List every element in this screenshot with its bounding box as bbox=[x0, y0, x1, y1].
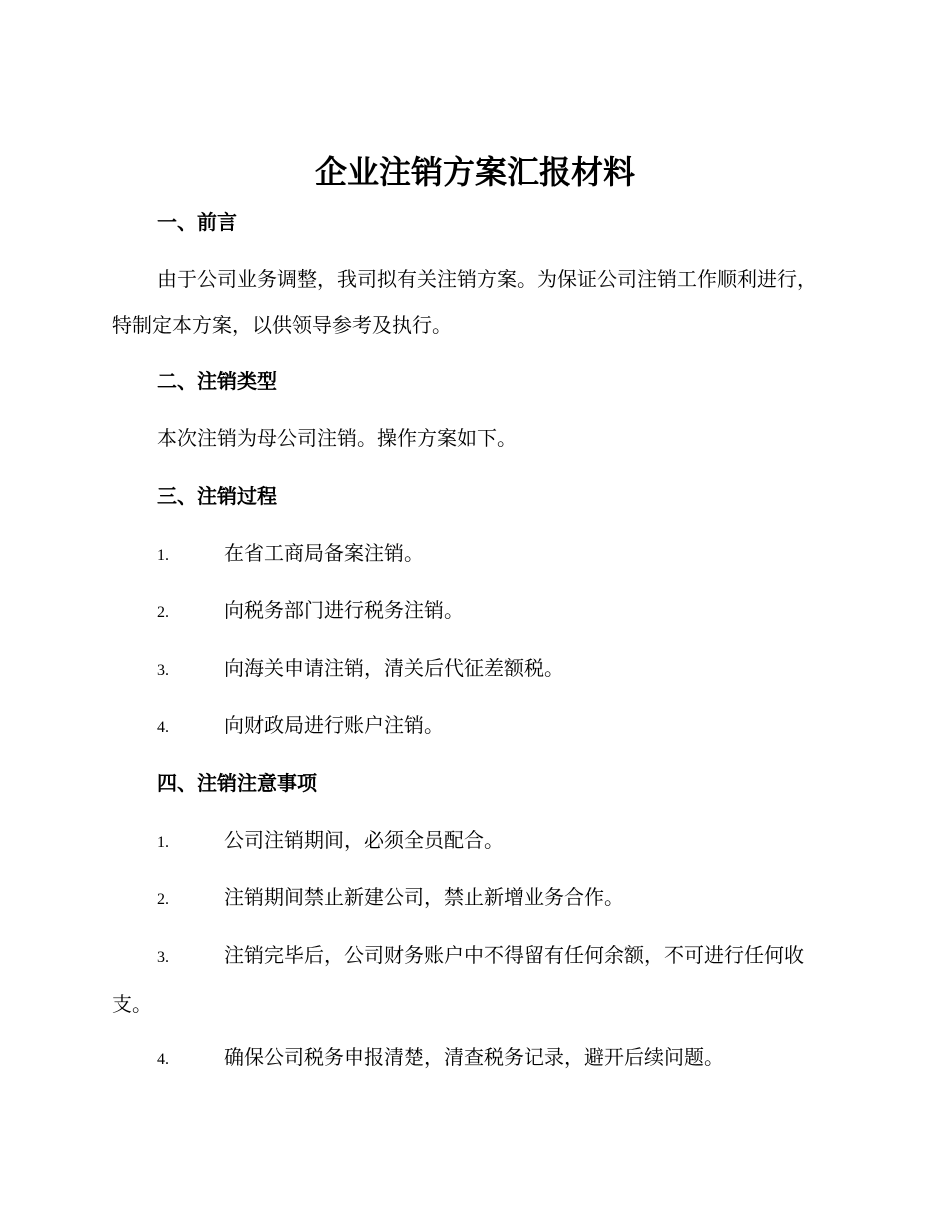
list-item: 4. 确保公司税务申报清楚，清查税务记录，避开后续问题。 bbox=[157, 1045, 724, 1069]
list-text: 向财政局进行账户注销。 bbox=[224, 713, 444, 737]
document-title: 企业注销方案汇报材料 bbox=[314, 153, 635, 191]
section-heading-notes: 四、注销注意事项 bbox=[157, 771, 317, 795]
list-item: 3. 注销完毕后，公司财务账户中不得留有任何余额，不可进行任何收支。 bbox=[112, 943, 804, 1016]
section-heading-process: 三、注销过程 bbox=[157, 484, 277, 508]
list-text: 向海关申请注销，清关后代征差额税。 bbox=[224, 656, 564, 680]
list-text: 注销期间禁止新建公司，禁止新增业务合作。 bbox=[224, 885, 624, 909]
list-item: 4. 向财政局进行账户注销。 bbox=[157, 713, 444, 737]
list-text: 在省工商局备案注销。 bbox=[224, 541, 424, 565]
section-paragraph-preface: 由于公司业务调整，我司拟有关注销方案。为保证公司注销工作顺利进行，特制定本方案，以供领导参考及执行。 bbox=[112, 267, 817, 337]
list-text: 向税务部门进行税务注销。 bbox=[224, 598, 464, 622]
section-heading-preface: 一、前言 bbox=[157, 210, 237, 234]
list-item: 3. 向海关申请注销，清关后代征差额税。 bbox=[157, 656, 564, 680]
list-text: 公司注销期间，必须全员配合。 bbox=[224, 828, 504, 852]
list-text: 注销完毕后，公司财务账户中不得留有任何余额，不可进行任何收支。 bbox=[112, 943, 804, 1016]
section-paragraph-type: 本次注销为母公司注销。操作方案如下。 bbox=[157, 426, 517, 450]
list-item: 1. 在省工商局备案注销。 bbox=[157, 541, 424, 565]
list-item: 2. 注销期间禁止新建公司，禁止新增业务合作。 bbox=[157, 885, 624, 909]
section-heading-type: 二、注销类型 bbox=[157, 369, 277, 393]
list-text: 确保公司税务申报清楚，清查税务记录，避开后续问题。 bbox=[224, 1045, 724, 1069]
list-item: 1. 公司注销期间，必须全员配合。 bbox=[157, 828, 504, 852]
list-item: 2. 向税务部门进行税务注销。 bbox=[157, 598, 464, 622]
